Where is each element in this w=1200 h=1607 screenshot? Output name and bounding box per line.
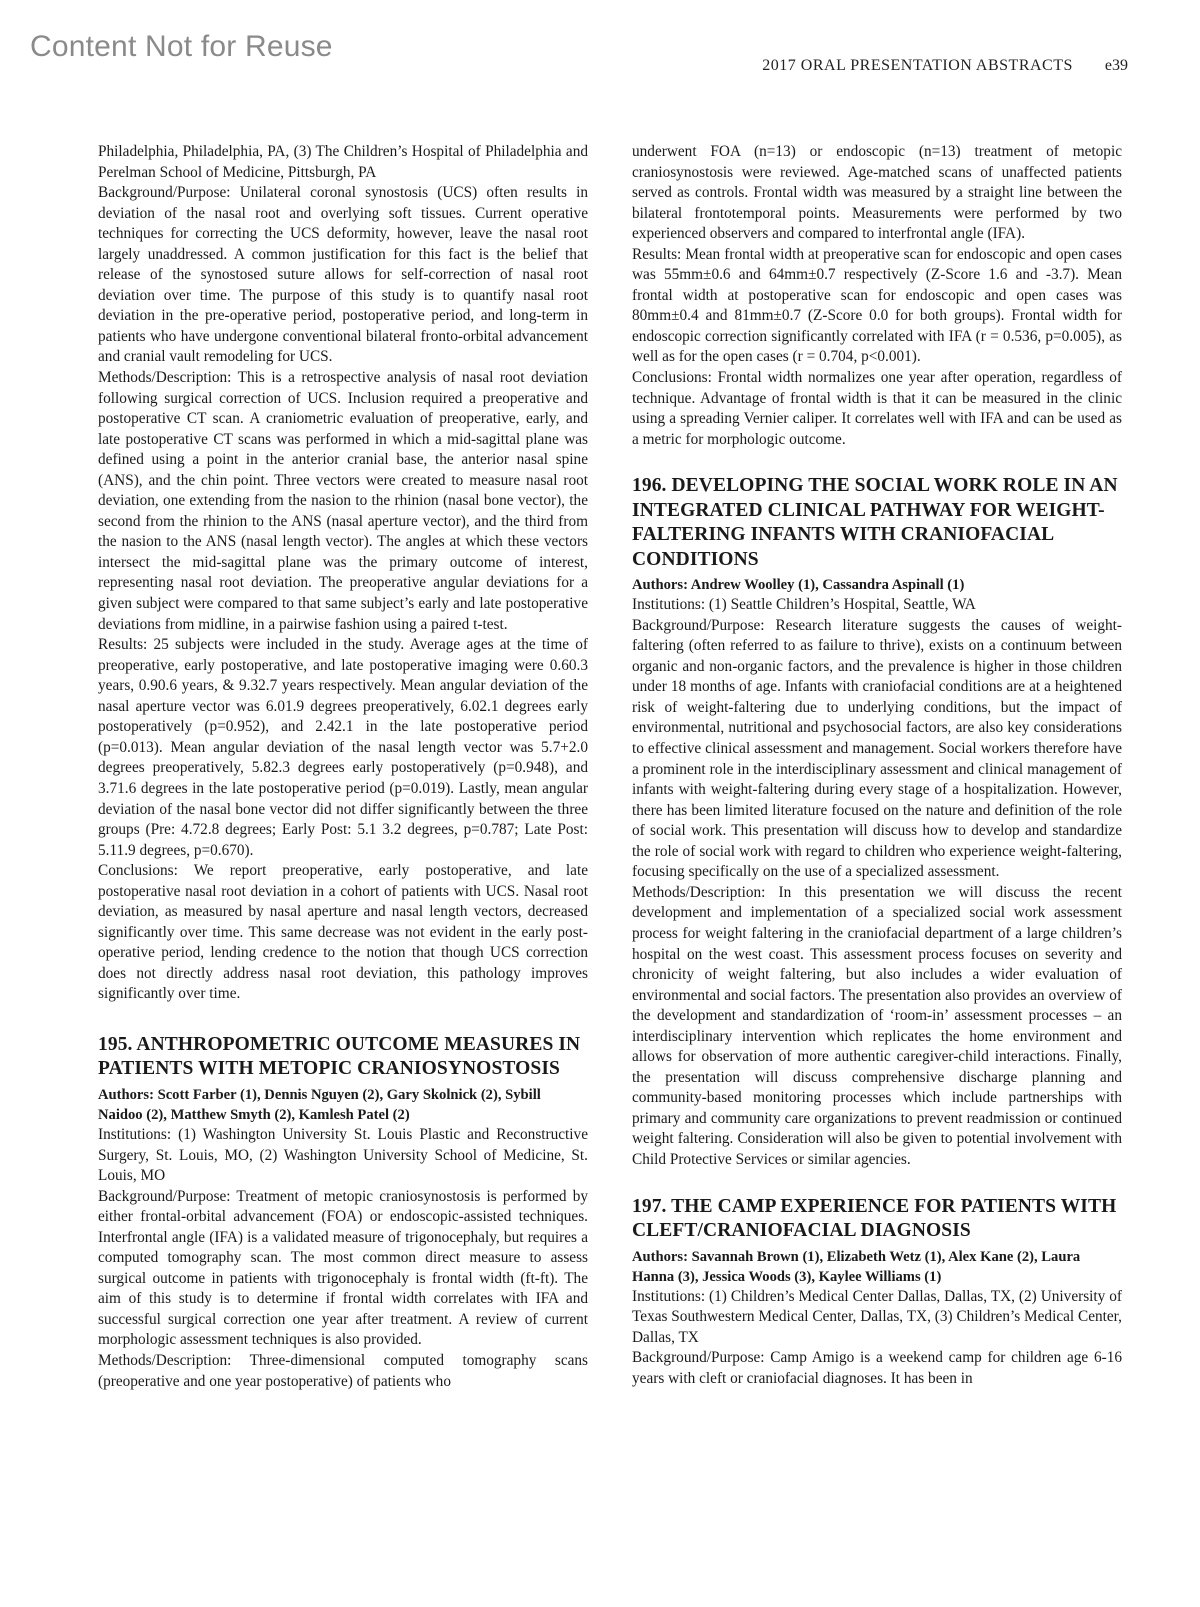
right-column [632,142,1122,1389]
watermark: Content Not for Reuse [30,30,333,63]
institutions-continued: Philadelphia, Philadelphia, PA, (3) The Children’s Hospital of Philadelphia and Perelman School of Medicine, Pittsburgh, PA [98,143,588,181]
left-column [98,142,588,1392]
abstract-195-conclusions: Conclusions: Frontal width normalizes one year after operation, regardless of technique. Advantage of frontal width is that it can be measured in the clinic using a spreading Vernier caliper. It correlates well with IFA and can be used as a metric for morphologic outcome. [632,369,1122,448]
abstract-196-methods: Methods/Description: In this presentation we will discuss the recent development and implementation of a specialized social work assessment process for weight faltering in the craniofacial department of a large children’s hospital on the west coast. This assessment process focuses on severity and chronicity of weight faltering, but also includes a wider evaluation of environmental and social factors. The presentation also provides an overview of the development and standardization of ‘room-in’ assessment processes – an interdisciplinary intervention which replicates the home environment and allows for observation of more authentic caregiver-child interactions. Finally, the presentation will discuss comprehensive discharge planning and community-based monitoring processes which include partnerships with primary and community care organizations to prevent readmission or continued weight faltering. Consideration will also be given to potential involvement with Child Protective Services or similar agencies. [632,883,1122,1168]
abstract-197-authors: Authors: Savannah Brown (1), Elizabeth Wetz (1), Alex Kane (2), Laura Hanna (3), Jessica Woods (3), Kaylee Williams (1) [632,1248,1081,1285]
abstract-195-authors: Authors: Scott Farber (1), Dennis Nguyen (2), Gary Skolnick (2), Sybill Naidoo (2), Matthew Smyth (2), Kamlesh Patel (2) [98,1086,541,1123]
abstract-196-background: Background/Purpose: Research literature suggests the causes of weight-faltering (often referred to as failure to thrive), exists on a continuum between organic and non-organic factors, and the prevalence is higher in those children under 18 months of age. Infants with craniofacial conditions are at a heightened risk of weight-faltering due to underlying conditions, but the impact of environmental, nutritional and psychosocial factors, are also key considerations to effective clinical assessment and management. Social workers therefore have a prominent role in the interdisciplinary assessment and clinical management of infants with weight-faltering during every stage of a hospitalization. However, there has been limited literature focused on the nature and definition of the role of social work. This presentation will discuss how to develop and standardize the role of social work with regard to children who experience weight-faltering, focusing specifically on the use of a specialized assessment. [632,616,1122,881]
journal-section-title: 2017 ORAL PRESENTATION ABSTRACTS [762,57,1073,74]
abstract-197-title: 197. THE CAMP EXPERIENCE FOR PATIENTS WITH CLEFT/CRANIOFACIAL DIAGNOSIS [632,1195,1117,1242]
background-purpose-194: Background/Purpose: Unilateral coronal synostosis (UCS) often results in deviation of the nasal root and overlying soft tissues. Current operative techniques for correcting the UCS deformity, however, leave the nasal root largely unaddressed. A common justification for this fact is the belief that release of the synostosed suture allows for self-correction of nasal root deviation over time. The purpose of this study is to quantify nasal root deviation in the pre-operative period, postoperative period, and long-term in patients who have undergone conventional bilateral fronto-orbital advancement and cranial vault remodeling for UCS. [98,184,588,366]
conclusions-194: Conclusions: We report preoperative, early postoperative, and late postoperative nasal root deviation in a cohort of patients with UCS. Nasal root deviation, as measured by nasal aperture and nasal length vectors, decreased significantly over time. This same decrease was not evident in the early post-operative period, lending credence to the notion that though UCS correction does not directly address nasal root deviation, this pathology improves significantly over time. [98,862,588,1003]
methods-description-194: Methods/Description: This is a retrospective analysis of nasal root deviation following surgical correction of UCS. Inclusion required a preoperative and postoperative CT scan. A craniometric evaluation of preoperative, early, and late postoperative CT scans was performed in which a mid-sagittal plane was defined using a point in the anterior cranial base, the anterior nasal spine (ANS), and the chin point. Three vectors were created to measure nasal root deviation, one extending from the nasion to the rhinion (nasal bone vector), the second from the rhinion to the ANS (nasal aperture vector), and the third from the nasion to the ANS (nasal length vector). The angles at which these vectors intersect the mid-sagittal plane was the primary outcome of interest, representing nasal root deviation. The preoperative angular deviations for a given subject were compared to that same subject’s early and late postoperative deviations from midline, in a pairwise fashion using a paired t-test. [98,369,588,633]
abstract-197-background: Background/Purpose: Camp Amigo is a weekend camp for children age 6-16 years with cleft or craniofacial diagnoses. It has been in [632,1349,1122,1387]
abstract-195-title: 195. ANTHROPOMETRIC OUTCOME MEASURES IN PATIENTS WITH METOPIC CRANIOSYNOSTOSIS [98,1033,581,1080]
abstract-196-authors: Authors: Andrew Woolley (1), Cassandra Aspinall (1) [632,577,965,594]
abstract-196-institutions: Institutions: (1) Seattle Children’s Hospital, Seattle, WA [632,596,976,614]
abstract-195-methods: Methods/Description: Three-dimensional computed tomography scans (preoperative and one year postoperative) of patients who [98,1351,588,1390]
abstract-195-methods-continued: underwent FOA (n=13) or endoscopic (n=13) treatment of metopic craniosynostosis were reviewed. Age-matched scans of unaffected patients served as controls. Frontal width was measured by a straight line between the bilateral frontotemporal points. Measurements were performed by two experienced observers and compared to interfrontal angle (IFA). [632,143,1122,243]
results-194: Results: 25 subjects were included in the study. Average ages at the time of preoperative, early postoperative, and late postoperative imaging were 0.60.3 years, 0.90.6 years, & 9.32.7 years respectively. Mean angular deviation of the nasal aperture vector was 6.01.9 degrees preoperatively, 6.02.1 degrees early postoperatively (p=0.952), and 2.42.1 in the late postoperative period (p=0.013). Mean angular deviation of the nasal length vector was 5.7+2.0 degrees preoperatively, 5.82.3 degrees early postoperatively (p=0.948), and 3.71.6 degrees in the late postoperative period (p=0.019). Lastly, mean angular deviation of the nasal bone vector did not differ significantly between the three groups (Pre: 4.72.8 degrees; Early Post: 5.1 3.2 degrees, p=0.787; Late Post: 5.11.9 degrees, p=0.670). [98,636,588,859]
abstract-195-institutions: Institutions: (1) Washington University St. Louis Plastic and Reconstructive Surgery, St. Louis, MO, (2) Washington University School of Medicine, St. Louis, MO [98,1125,588,1185]
page-number: e39 [1104,57,1128,74]
abstract-195-results: Results: Mean frontal width at preoperative scan for endoscopic and open cases was 55mm±0.6 and 64mm±0.7 respectively (Z-Score 1.6 and -3.7). Mean frontal width at postoperative scan for endoscopic and open cases was 80mm±0.4 and 81mm±0.7 (Z-Score 0.0 for both groups). Frontal width for endoscopic correction significantly correlated with IFA (r = 0.536, p=0.005), as well as for the open cases (r = 0.704, p<0.001). [632,245,1122,366]
running-head [762,57,1128,75]
abstract-197-institutions: Institutions: (1) Children’s Medical Center Dallas, Dallas, TX, (2) University of Texas Southwestern Medical Center, Dallas, TX, (3) Children’s Medical Center, Dallas, TX [632,1287,1122,1346]
abstract-196-title: 196. DEVELOPING THE SOCIAL WORK ROLE IN AN INTEGRATED CLINICAL PATHWAY FOR WEIGHT-FALTERING INFANTS WITH CRANIOFACIAL CONDITIONS [632,475,1118,570]
abstract-195-background: Background/Purpose: Treatment of metopic craniosynostosis is performed by either frontal-orbital advancement (FOA) or endoscopic-assisted techniques. Interfrontal angle (IFA) is a validated measure of trigonocephaly, but requires a computed tomography scan. The most common direct measure to assess surgical outcome in patients with trigonocephaly is frontal width (ft-ft). The aim of this study is to determine if frontal width correlates with IFA and successful surgical correction one year after treatment. A review of current morphologic assessment techniques is also provided. [98,1187,588,1349]
